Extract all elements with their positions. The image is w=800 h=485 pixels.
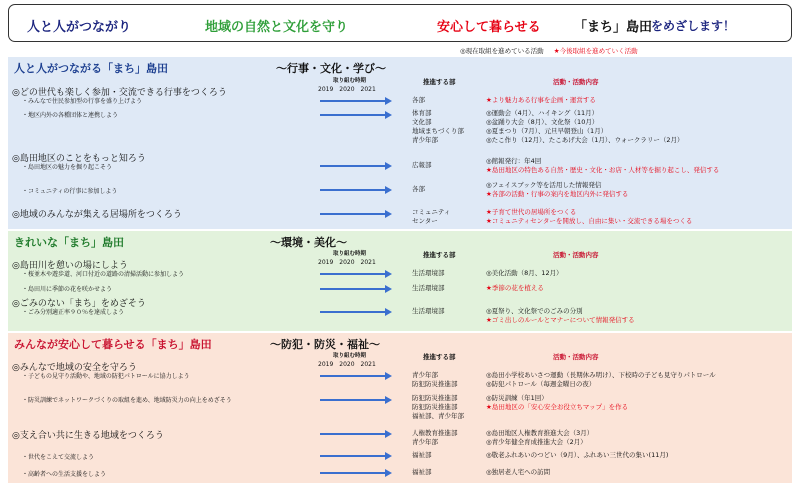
activity-text: ◎敬老ふれあいのつどい（9月）、ふれあい三世代の集い(11月) bbox=[486, 451, 669, 459]
schedule-arrow bbox=[320, 472, 386, 474]
activity bbox=[486, 269, 563, 278]
section-title: みんなが安心して暮らせる「まち」島田 bbox=[14, 338, 212, 351]
dept-list bbox=[412, 371, 458, 389]
header-content: 活動・活動内容 bbox=[553, 78, 599, 86]
banner-part-3: 安心して暮らせる bbox=[437, 20, 541, 35]
dept: 青少年部 bbox=[412, 136, 438, 144]
activity-text: ◎独居老人宅への訪問 bbox=[486, 468, 551, 476]
activity-text: ★島田地区の特色ある自然・歴史・文化・お店・人材等を掘り起こし、発信する bbox=[486, 166, 720, 174]
header-schedule: 取り組む時期 bbox=[333, 353, 367, 359]
schedule-arrow bbox=[320, 399, 386, 401]
dept: 防犯防災推進部 bbox=[412, 403, 458, 411]
activity bbox=[486, 181, 628, 199]
header-schedule: 取り組む時期 bbox=[333, 251, 367, 257]
schedule-arrow bbox=[320, 213, 386, 215]
goal-item: ◎支え合い共に生きる地域をつくろう bbox=[12, 431, 164, 441]
sub-item: ・島田川に季節の花を咲かせよう bbox=[22, 286, 113, 293]
sub-item: ・防災訓練でネットワークづくりの取組を進め、地域防災力の向上をめざそう bbox=[22, 397, 232, 404]
activity-text: ★ゴミ出しのルールとマナーについて情報発信する bbox=[486, 316, 635, 324]
section-connections bbox=[8, 57, 792, 229]
section-subtitle: ～行事・文化・学び～ bbox=[276, 62, 386, 75]
goal-item: ◎ごみのない「まち」をめざそう bbox=[12, 299, 146, 309]
activity bbox=[486, 109, 683, 145]
activity bbox=[486, 284, 544, 293]
goal-item: ◎みんなで地域の安全を守ろう bbox=[12, 363, 137, 373]
activity-text: ◎島田小学校あいさつ運動（長期休み明け）、下校時の子ども見守りパトロール bbox=[486, 371, 716, 379]
header-dept: 推進する部 bbox=[423, 353, 456, 361]
header-schedule: 取り組む時期 bbox=[333, 78, 367, 84]
dept: 青少年部 bbox=[412, 371, 438, 379]
section-subtitle: ～防犯・防災・福祉～ bbox=[270, 338, 380, 351]
activity-text: ◎美化活動（8月、12月） bbox=[486, 269, 563, 277]
goal-item: ◎島田川を憩いの場にしよう bbox=[12, 261, 128, 271]
dept: 体育部 bbox=[412, 109, 432, 117]
schedule-arrow bbox=[320, 375, 386, 377]
header-dept: 推進する部 bbox=[423, 251, 456, 259]
banner-part-1: 人と人がつながり bbox=[27, 20, 132, 35]
activity bbox=[486, 307, 635, 325]
sub-item: ・子どもの見守り活動や、地域の防犯パトロールに協力しよう bbox=[22, 373, 190, 380]
section-subtitle: ～環境・美化～ bbox=[270, 236, 347, 249]
dept: センター bbox=[412, 217, 438, 225]
header-content: 活動・活動内容 bbox=[553, 251, 599, 259]
goal-item: ◎どの世代も楽しく参加・交流できる行事をつくろう bbox=[12, 88, 227, 98]
header-years: 2019 2020 2021 bbox=[318, 361, 376, 368]
dept: 地域まちづくり部 bbox=[412, 127, 464, 135]
dept: 福祉部、青少年部 bbox=[412, 412, 464, 420]
header-years: 2019 2020 2021 bbox=[318, 86, 376, 93]
banner-part-5: をめざします！ bbox=[651, 19, 736, 33]
header-years: 2019 2020 2021 bbox=[318, 259, 376, 266]
dept: 福祉部 bbox=[412, 468, 432, 476]
sub-item: ・高齢者への生活支援をしよう bbox=[22, 471, 107, 478]
sub-item: ・桜並木や遊歩道、河口付近の道路の清掃活動に参加しよう bbox=[22, 271, 185, 278]
header-dept: 推進する部 bbox=[423, 78, 456, 86]
dept-list bbox=[412, 109, 464, 145]
activity bbox=[486, 157, 719, 175]
activity-text: ◎夏祭り、文化祭でのごみの分別 bbox=[486, 307, 583, 315]
activity-text: ◎たこ作り（12月）、たこあげ大会（1月）、ウォークラリー（2月） bbox=[486, 136, 684, 144]
activity-text: ◎島田地区人権教育推進大会（3月） bbox=[486, 429, 594, 437]
section-title: きれいな「まち」島田 bbox=[14, 236, 124, 249]
section-environment bbox=[8, 231, 792, 331]
activity-text: ◎館報発行：年4回 bbox=[486, 157, 542, 165]
dept: 各部 bbox=[412, 96, 425, 104]
activity-text: ★各部の活動・行事の案内を地区内外に発信する bbox=[486, 190, 629, 198]
goal-item: ◎地域のみんなが集える居場所をつくろう bbox=[12, 210, 182, 220]
legend bbox=[460, 46, 638, 55]
schedule-arrow bbox=[320, 114, 386, 116]
activity bbox=[486, 371, 716, 389]
schedule-arrow bbox=[320, 433, 386, 435]
sub-item: ・世代をこえて交流しよう bbox=[22, 454, 95, 461]
legend-future: ★今後取組を進めていく活動 bbox=[553, 47, 638, 55]
schedule-arrow bbox=[320, 165, 386, 167]
dept: 広報部 bbox=[412, 161, 432, 169]
dept: 各部 bbox=[412, 185, 425, 193]
header-content: 活動・活動内容 bbox=[553, 353, 599, 361]
dept: 防犯防災推進部 bbox=[412, 394, 458, 402]
activity bbox=[486, 451, 668, 460]
activity-text: ◎盆踊り大会（8月）、文化祭（10月） bbox=[486, 118, 599, 126]
dept-list bbox=[412, 394, 464, 421]
dept-list bbox=[412, 429, 458, 447]
dept: 福祉部 bbox=[412, 451, 432, 459]
dept: 生活環境部 bbox=[412, 284, 445, 292]
sub-item: ・みんなで住民参加型の行事を盛り上げよう bbox=[22, 98, 143, 105]
activity bbox=[486, 96, 596, 105]
schedule-arrow bbox=[320, 455, 386, 457]
schedule-arrow bbox=[320, 100, 386, 102]
activity bbox=[486, 394, 628, 412]
sub-item: ・島田地区の魅力を掘り起こそう bbox=[22, 164, 113, 171]
sub-item: ・コミュニティの行事に参加しよう bbox=[22, 188, 118, 195]
sub-item: ・地区内外の各種団体と連携しよう bbox=[22, 112, 119, 119]
dept: 防犯防災推進部 bbox=[412, 380, 458, 388]
dept: コミュニティ bbox=[412, 208, 451, 216]
activity-text: ★より魅力ある行事を企画・運営する bbox=[486, 96, 596, 104]
legend-current: ◎現在取組を進めている活動 bbox=[460, 47, 544, 55]
dept: 青少年部 bbox=[412, 438, 438, 446]
dept: 生活環境部 bbox=[412, 269, 445, 277]
activity bbox=[486, 468, 550, 477]
schedule-arrow bbox=[320, 273, 386, 275]
section-safety bbox=[8, 333, 792, 483]
section-title: 人と人がつながる「まち」島田 bbox=[14, 62, 168, 75]
activity-text: ◎青少年健全育成推進大会（2月） bbox=[486, 438, 587, 446]
activity bbox=[486, 429, 593, 447]
banner-part-4: 「まち」島田 bbox=[574, 20, 653, 35]
dept: 文化部 bbox=[412, 118, 432, 126]
dept: 生活環境部 bbox=[412, 307, 445, 315]
activity-text: ★子育て世代の居場所をつくる bbox=[486, 208, 577, 216]
activity-text: ◎フェイスブック等を活用した情報発信 bbox=[486, 181, 602, 189]
activity-text: ★コミュニティセンターを開放し、自由に集い・交流できる場をつくる bbox=[486, 217, 693, 225]
activity-text: ◎防災訓練（年1回） bbox=[486, 394, 548, 402]
activity-text: ★島田地区の「安心安全お役立ちマップ」を作る bbox=[486, 403, 629, 411]
goal-item: ◎島田地区のことをもっと知ろう bbox=[12, 154, 146, 164]
dept: 人権教育推進部 bbox=[412, 429, 458, 437]
sub-item: ・ごみ分別適正率９０％を達成しよう bbox=[22, 309, 125, 316]
activity-text: ◎防犯パトロール（毎週金曜日の夜） bbox=[486, 380, 596, 388]
banner-part-2: 地域の自然と文化を守り bbox=[205, 20, 349, 35]
schedule-arrow bbox=[320, 311, 386, 313]
activity bbox=[486, 208, 692, 226]
activity-text: ◎夏まつり（7月）、元旦早朝登山（1月） bbox=[486, 127, 608, 135]
schedule-arrow bbox=[320, 288, 386, 290]
activity-text: ◎運動会（4月）、ハイキング（11月） bbox=[486, 109, 599, 117]
top-banner bbox=[8, 4, 792, 42]
activity-text: ★季節の花を植える bbox=[486, 284, 544, 292]
schedule-arrow bbox=[320, 189, 386, 191]
dept-list bbox=[412, 208, 450, 226]
